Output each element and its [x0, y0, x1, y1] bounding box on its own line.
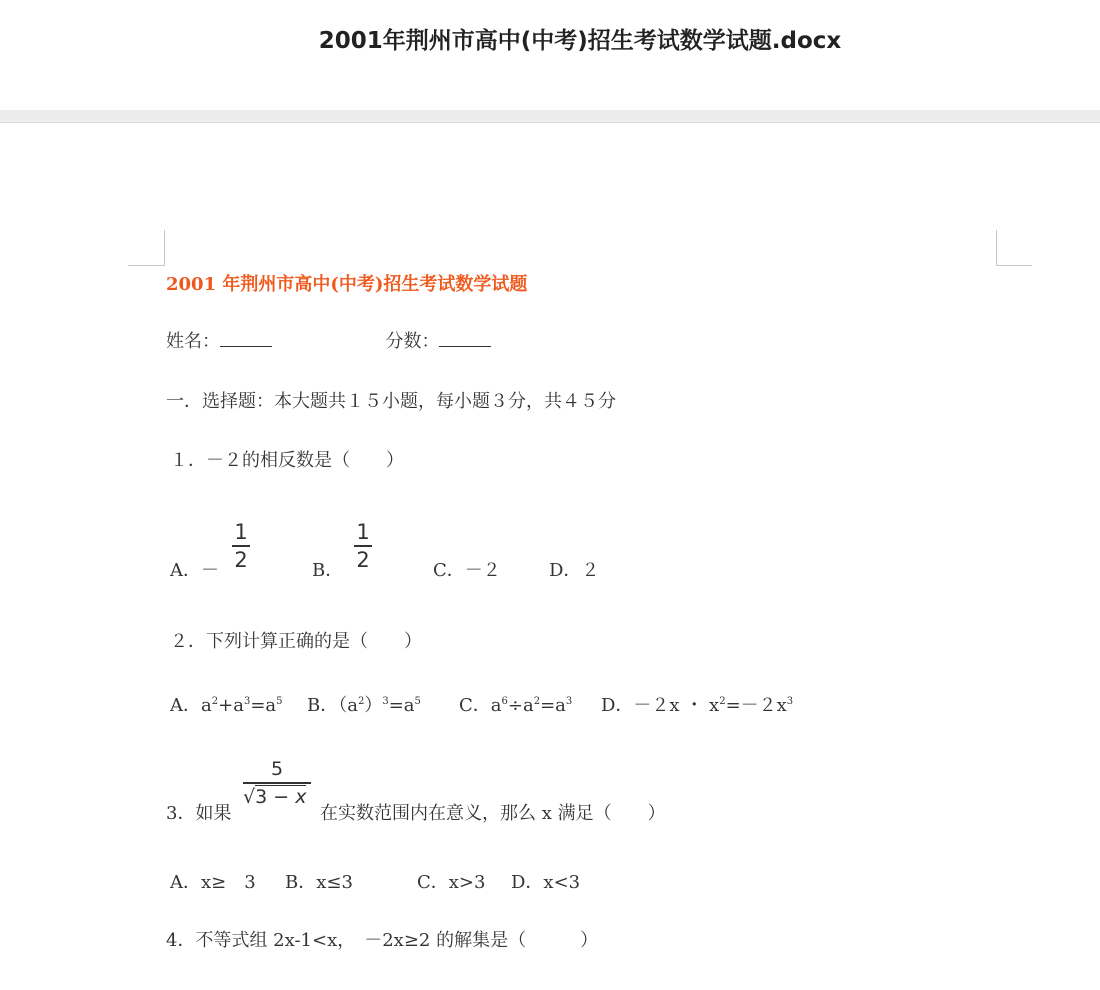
- q2-option-d: D．－２x ・ $x^2=-2x^3$: [601, 695, 794, 716]
- crop-mark-top-left: [128, 265, 164, 266]
- q1-option-a-fraction: [232, 520, 250, 572]
- q3-option-d: D．x<3: [511, 872, 581, 893]
- fraction-denominator: [243, 784, 311, 810]
- toolbar-separator: [0, 110, 1100, 123]
- score-blank: [439, 330, 491, 347]
- q3-option-a: A．x≥ 3: [170, 872, 256, 893]
- fraction-numerator: 5: [270, 758, 284, 780]
- fraction-bar: [232, 545, 250, 547]
- name-score-line: [166, 330, 491, 354]
- score-label: 分数：: [385, 331, 440, 352]
- section-1-heading: 一．选择题：本大题共１５小题，每小题３分，共４５分: [166, 391, 616, 412]
- crop-mark-top-right: [996, 230, 997, 266]
- q1-option-c: C．－２: [433, 560, 501, 581]
- fraction-denominator: 2: [234, 548, 248, 572]
- q1-option-b-fraction: [354, 520, 372, 572]
- q2-option-b: B．$(a^2)^3=a^5$: [307, 695, 421, 716]
- q2-option-c: C．$a^6\div a^2=a^3$: [459, 695, 573, 716]
- fraction-denominator: 2: [356, 548, 370, 572]
- question-1-stem: １．－２的相反数是（ ）: [170, 450, 404, 471]
- question-3-suffix: 在实数范围内在意义，那么 x 满足（ ）: [320, 803, 666, 824]
- fraction-numerator: 1: [356, 520, 370, 544]
- title-bar: [0, 0, 1100, 110]
- radicand: 3 − x: [255, 786, 307, 808]
- q3-fraction-expression: [243, 756, 311, 810]
- question-4-stem: 4．不等式组 2x-1<x， －2x≥2 的解集是（ ）: [166, 930, 599, 951]
- exam-heading: 2001 年荆州市高中(中考)招生考试数学试题: [166, 274, 528, 295]
- crop-mark-top-left: [164, 230, 165, 266]
- sqrt-sign: √: [243, 786, 256, 808]
- q2-option-a: A．$a^2+a^3=a^5$: [170, 695, 283, 716]
- crop-mark-top-right: [996, 265, 1032, 266]
- q1-option-a-label: A．－: [170, 560, 219, 581]
- q1-option-d: D．２: [549, 560, 600, 581]
- fraction-numerator: 1: [234, 520, 248, 544]
- question-2-stem: ２．下列计算正确的是（ ）: [170, 631, 422, 652]
- question-3-prefix: 3．如果: [166, 803, 232, 824]
- document-title: 2001年荆州市高中(中考)招生考试数学试题.docx: [318, 28, 842, 54]
- name-label: 姓名：: [166, 331, 220, 352]
- q1-option-b-label: B．: [312, 560, 344, 581]
- q3-option-b: B．x≤3: [285, 872, 353, 893]
- document-page: [0, 123, 1100, 990]
- fraction-bar: [354, 545, 372, 547]
- name-blank: [220, 330, 272, 347]
- q3-option-c: C．x>3: [417, 872, 486, 893]
